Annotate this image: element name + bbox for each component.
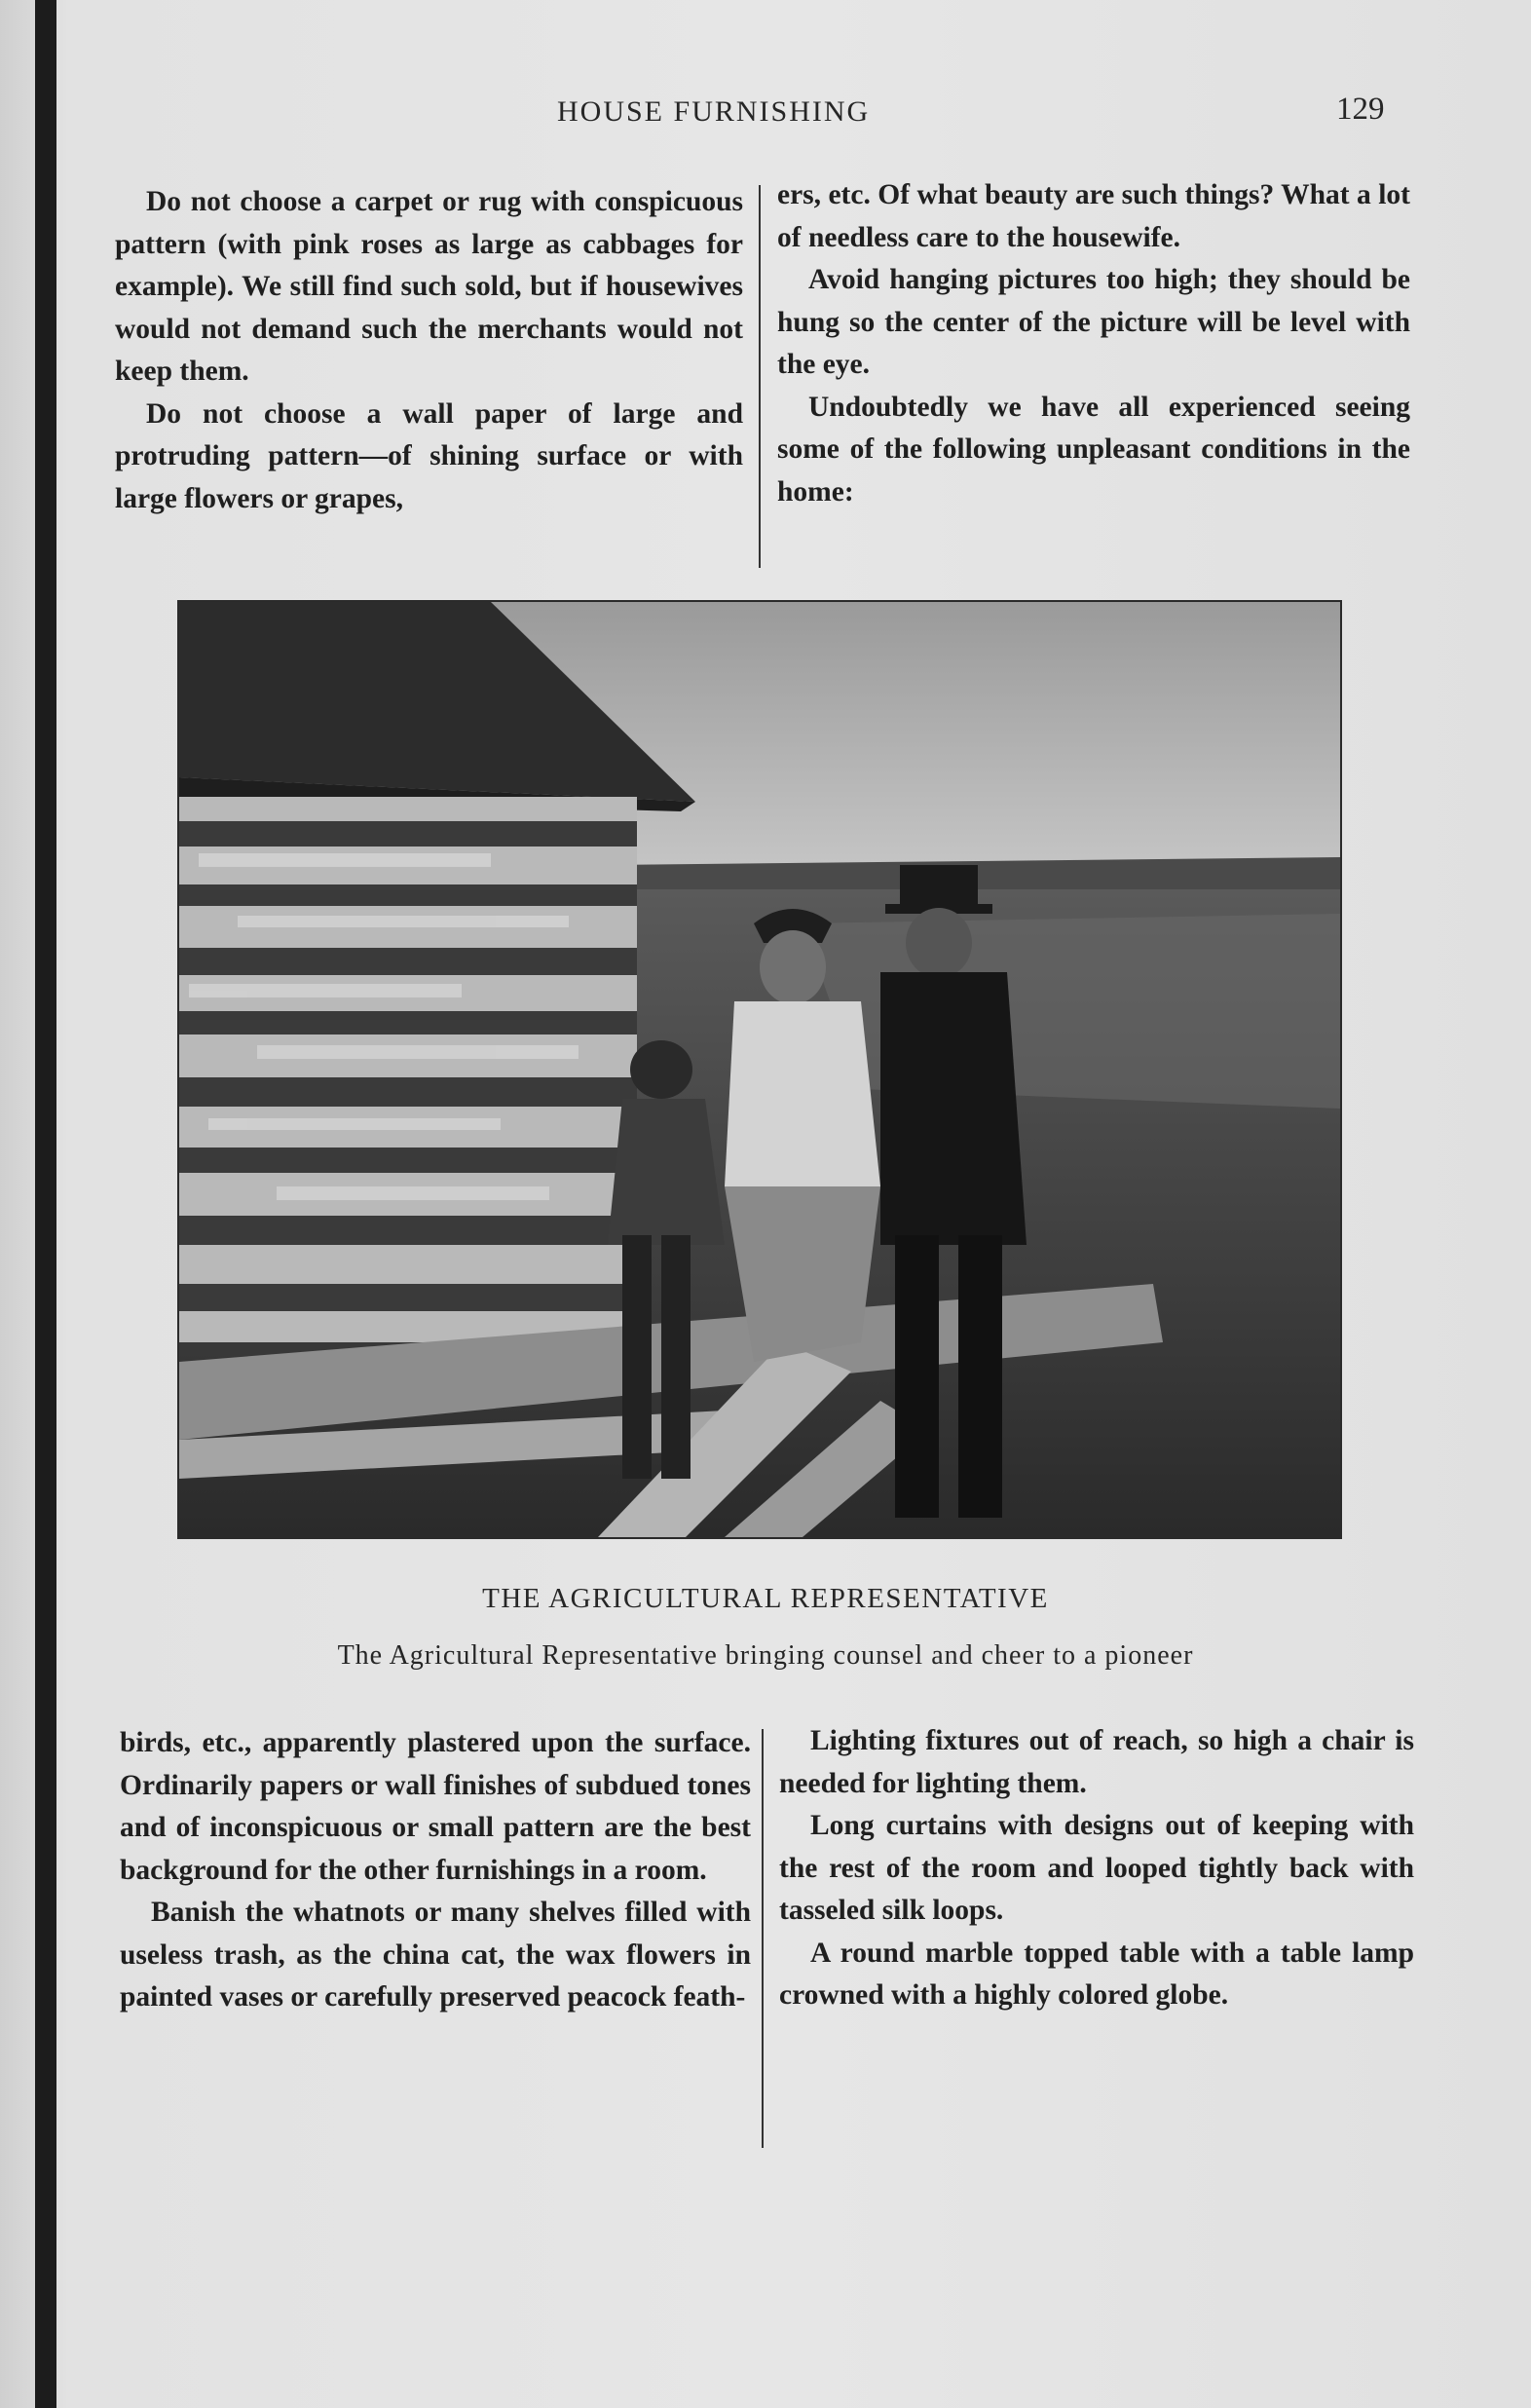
column-divider-bottom	[762, 1729, 764, 2148]
paragraph-birds-continued: birds, etc., apparently plastered upon the surface. Ordinarily papers or wall finishes of subdued tones and of inconspicuous or small pattern are the best background for the other furnishings in a room.	[120, 1727, 751, 1886]
paragraph-lighting: Lighting fixtures out of reach, so high a chair is needed for lighting them.	[779, 1725, 1414, 1799]
running-title: HOUSE FURNISHING	[557, 95, 871, 128]
figure-caption: The Agricultural Representative bringing counsel and cheer to a pioneer	[337, 1640, 1194, 1671]
paragraph-carpet: Do not choose a carpet or rug with conspicuous pattern (with pink roses as large as cabbages for example). We still find such sold, but if housewives would not demand such the merchants would not keep them.	[115, 186, 743, 387]
page-header	[0, 92, 1531, 138]
paragraph-wallpaper: Do not choose a wall paper of large and protruding pattern—of shining surface or with large flowers or grapes,	[115, 397, 743, 514]
photograph	[177, 600, 1342, 1539]
paragraph-table: A round marble topped table with a table lamp crowned with a highly colored globe.	[779, 1937, 1414, 2011]
column-divider-top	[759, 185, 761, 568]
top-left-column	[115, 181, 743, 520]
paragraph-curtains: Long curtains with designs out of keeping with the rest of the room and looped tightly back with tasseled silk loops.	[779, 1810, 1414, 1926]
top-right-column	[777, 174, 1410, 513]
photo-illustration	[179, 602, 1340, 1537]
page-number: 129	[1336, 92, 1385, 127]
paragraph-feathers-continued: ers, etc. Of what beauty are such things? What a lot of needless care to the housewife.	[777, 179, 1410, 253]
paragraph-unpleasant: Undoubtedly we have all experienced seeing some of the following unpleasant conditions in the home:	[777, 391, 1410, 508]
figure-title: THE AGRICULTURAL REPRESENTATIVE	[482, 1583, 1049, 1614]
bottom-right-column	[779, 1720, 1414, 2017]
paragraph-pictures: Avoid hanging pictures too high; they should be hung so the center of the picture will be level with the eye.	[777, 264, 1410, 380]
binding-edge	[35, 0, 56, 2408]
paragraph-whatnots: Banish the whatnots or many shelves filled with useless trash, as the china cat, the wax flowers in painted vases or carefully preserved peacock feath-	[120, 1897, 751, 2013]
bottom-left-column	[120, 1722, 751, 2019]
